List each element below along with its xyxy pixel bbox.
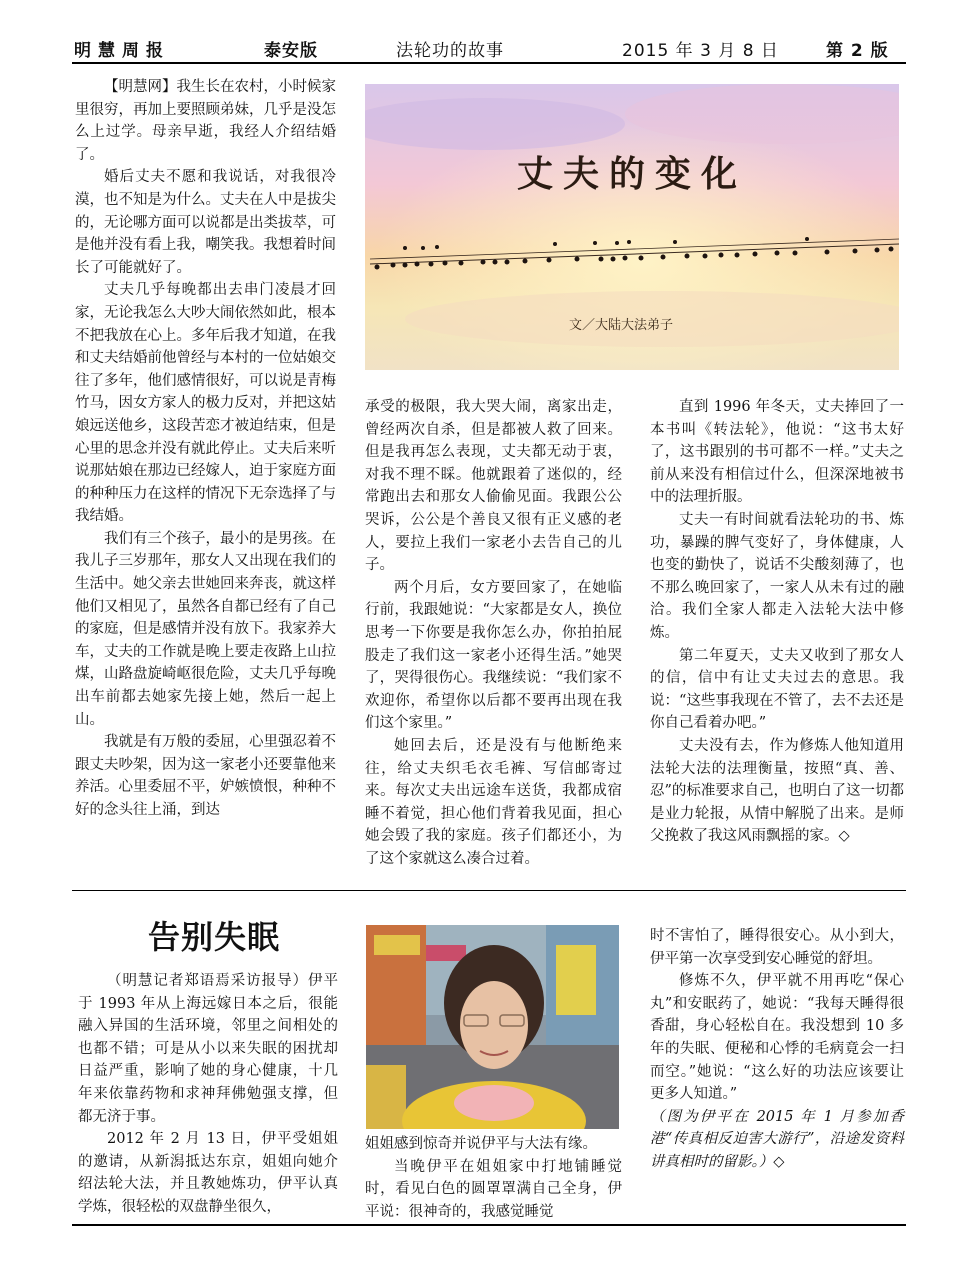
page-number: 第 2 版 — [826, 41, 889, 61]
article2-title: 告别失眠 — [147, 918, 280, 956]
article1-title: 丈夫的变化 — [516, 154, 747, 195]
article1-header-image — [365, 84, 899, 370]
paragraph: 我们有三个孩子，最小的是男孩。在我儿子三岁那年，那女人又出现在我们的生活中。她父亲去世她回来奔丧，就这样他们又相见了，虽然各自都已经有了自己的家庭，但是感情并没有放下。我家养大车，丈夫的工作就是晚上要走夜路上山拉煤，山路盘旋崎岖很危险，丈夫几乎每晚出车前都去她家先接上她，然后一起上山。 — [75, 530, 336, 728]
article1-byline: 文／大陆大法弟子 — [569, 318, 674, 333]
masthead — [74, 32, 906, 62]
portrait-photo-illustration — [366, 925, 619, 1129]
paragraph: 直到 1996 年冬天，丈夫捧回了一本书叫《转法轮》，他说：“这书太好了，这书跟别的书可都不一样。”丈夫之前从来没有相信过什么，但深深地被书中的法理折服。 — [650, 399, 904, 506]
masthead-rule — [72, 62, 906, 64]
paragraph: 她回去后，还是没有与他断绝来往，给丈夫织毛衣毛裤、写信邮寄过来。每次丈夫出远途车送货，我都成宿睡不着觉，担心他们背着我见面，担心她会毁了我的家庭。孩子们都还小，为了这个家就这么凑合过着。 — [365, 737, 622, 867]
footer-rule — [72, 1224, 906, 1226]
paragraph: 当晚伊平在姐姐家中打地铺睡觉时，看见白色的圆罩罩满自己全身，伊平说：很神奇的，我感觉睡觉 — [365, 1158, 622, 1220]
paragraph: 婚后丈夫不愿和我说话，对我很冷漠，也不知是为什么。丈夫在人中是拔尖的，无论哪方面可以说都是出类拔萃，可是他并没有看上我，嘲笑我。我想着时间长了可能就好了。 — [75, 169, 336, 276]
paragraph: 丈夫几乎每晚都出去串门凌晨才回家，无论我怎么大吵大闹依然如此，根本不把我放在心上。多年后我才知道，在我和丈夫结婚前他曾经与本村的一位姑娘交往了多年，他们感情很好，可以说是青梅竹马，因女方家人的极力反对，并把这姑娘远送他乡，这段苦恋才被迫结束，但是心里的思念并没有就此停止。丈夫后来听说那姑娘在那边已经嫁人，迫于家庭方面的种种压力在这样的情况下无奈选择了与我结婚。 — [75, 282, 336, 525]
article2-photo — [366, 925, 619, 1129]
article1-column-3 — [650, 396, 904, 848]
paragraph: （明慧记者郑语焉采访报导）伊平于 1993 年从上海远嫁日本之后，很能融入异国的生活环境，邻里之间相处的也都不错；可是从小以来失眠的困扰却日益严重，影响了她的身心健康，十几年来依靠药物和求神拜佛勉强支撑，但都无济于事。 — [78, 973, 338, 1125]
issue-date: 2015 年 3 月 8 日 — [622, 41, 779, 61]
paragraph: 第二年夏天，丈夫又收到了那女人的信，信中有让丈夫过去的意思。我说：“这些事我现在不管了，去不去还是你自己看着办吧。” — [650, 647, 904, 732]
newspaper-name: 明慧周报 — [74, 41, 170, 61]
article2-column-2 — [365, 1133, 622, 1223]
column-label: 法轮功的故事 — [396, 41, 504, 61]
edition-label: 泰安版 — [264, 41, 318, 61]
section-divider — [72, 890, 906, 891]
photo-caption: （图为伊平在 2015 年 1 月参加香港“传真相反迫害大游行”，沿途发资料讲真相时的留影。）◇ — [650, 1108, 904, 1170]
article1-column-2 — [365, 396, 622, 870]
paragraph: 时不害怕了，睡得很安心。从小到大，伊平第一次享受到安心睡觉的舒坦。 — [650, 928, 904, 967]
paragraph: 姐姐感到惊奇并说伊平与大法有缘。 — [365, 1136, 597, 1152]
paragraph: 修炼不久，伊平就不用再吃“保心丸”和安眠药了，她说：“我每天睡得很香甜，身心轻松自在。我没想到 10 多年的失眠、便秘和心悸的毛病竟会一扫而空。”她说：“这么好的功法应该要让更多人知道。” — [650, 973, 904, 1103]
article2-column-3 — [650, 925, 904, 1174]
paragraph: 【明慧网】我生长在农村，小时候家里很穷，再加上要照顾弟妹，几乎是没怎么上过学。母亲早逝，我经人介绍结婚了。 — [75, 79, 336, 163]
paragraph: 丈夫没有去，作为修炼人他知道用法轮大法的法理衡量，按照“真、善、忍”的标准要求自己，也明白了这一切都是业力轮报，从情中解脱了出来。是师父挽救了我这风雨飘摇的家。◇ — [650, 737, 904, 845]
paragraph: 两个月后，女方要回家了，在她临行前，我跟她说：“大家都是女人，换位思考一下你要是我你怎么办，你拍拍屁股走了我们这一家老小还得生活。”她哭了，哭得很伤心。我继续说：“我们家不欢迎你，希望你以后都不要再出现在我们这个家里。” — [365, 579, 622, 732]
paragraph: 丈夫一有时间就看法轮功的书、炼功，暴躁的脾气变好了，身体健康，人也变的勤快了，说话不尖酸刻薄了，也不那么晚回家了，一家人从未有过的融洽。我们全家人都走入法轮大法中修炼。 — [650, 511, 904, 641]
paragraph: 2012 年 2 月 13 日，伊平受姐姐的邀请，从新潟抵达东京，姐姐向她介绍法轮大法，并且教她炼功，伊平认真学炼，很轻松的双盘静坐很久， — [78, 1131, 338, 1215]
article2-column-1 — [78, 970, 338, 1219]
paragraph: 我就是有万般的委屈，心里强忍着不跟丈夫吵架，因为这一家老小还要靠他来养活。心里委屈不平，妒嫉愤恨，种种不好的念头往上涌，到达 — [75, 734, 336, 818]
paragraph: 承受的极限，我大哭大闹，离家出走，曾经两次自杀，但是都被人救了回来。但是我再怎么表现，丈夫都无动于衷，对我不理不睬。他就跟着了迷似的，经常跑出去和那女人偷偷见面。我跟公公哭诉，公公是个善良又很有正义感的老人，要拉上我们一家老小去告自己的儿子。 — [365, 399, 622, 574]
article1-column-1 — [75, 76, 336, 822]
